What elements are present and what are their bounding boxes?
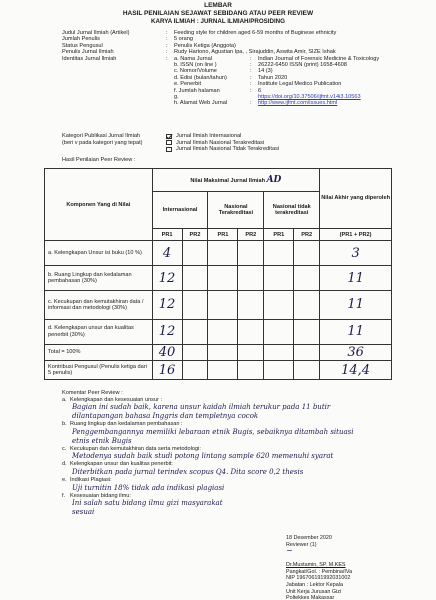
header-line-3: KARYA ILMIAH : JURNAL ILMIAH/PROSIDING bbox=[151, 18, 285, 25]
meta-identitas: Identitas Jurnal Ilmiah : a. Nama Jurnal : Indian Journal of Forensic Medicine & Toxicology b. ISSN (on line ) : 26222-6450 ISSN (print) 1658-4608 c. Nomor/Volume : 14 (3) d. Edisi (bulan/tahun) : Tahun 2020 e. Penerbit : Institute Legal Medico Publication f. Jumlah halaman : 6 g. https://doi.org/10.37506/ijfmt.v14i3.10563 h. Alamat Web Jurnal : http://www.ijfmt.com/issues.html bbox=[62, 56, 434, 107]
hasil-label: Hasil Penilaian Peer Review : bbox=[62, 157, 136, 163]
sign-reviewer: Reviewer (1) bbox=[286, 541, 317, 548]
kategori-option-internasional[interactable]: Jurnal Ilmiah Internasional bbox=[166, 133, 279, 140]
col-nilai-maks: Nilai Maksimal Jurnal Ilmiah AD bbox=[152, 169, 320, 192]
col-nilai-akhir: Nilai Akhir yang diperoleh bbox=[320, 169, 392, 229]
meta-value: Feeding style for children aged 6-59 months of Buginese ethnicity bbox=[174, 30, 337, 36]
handwritten-comment: sesuai bbox=[72, 508, 95, 517]
identitas-item: f. Jumlah halaman : 6 bbox=[174, 87, 262, 94]
table-row: b. Ruang Lingkup dan kedalaman pembahasan (30%) 12 11 bbox=[45, 266, 392, 291]
header-line-1: LEMBAR bbox=[204, 2, 232, 9]
meta-status: Status Pengusul : Penulis Ketiga (Anggota) bbox=[62, 43, 434, 49]
meta-label: Judul Jurnal Ilmiah (Artikel) bbox=[62, 30, 130, 36]
document-header bbox=[0, 2, 436, 26]
handwritten-comment: Uji turnitin 18% tidak ada indikasi plagiasi bbox=[72, 483, 225, 492]
col-internasional: Internasional bbox=[152, 191, 208, 228]
table-row: d. Kelengkapan unsur dan kualitas penerbit (30%) 12 11 bbox=[45, 319, 392, 344]
komentar-item: b. Ruang lingkup dan kedalaman pembahasan : Penggembangannya memiliki lebaraan etnik Bugis, sebaiknya ditambah situasi etnis etnik Bugis bbox=[62, 421, 354, 445]
komentar-item: e. Indikasi Plagiasi: Uji turnitin 18% tidak ada indikasi plagiasi bbox=[62, 476, 225, 492]
signature-block bbox=[286, 535, 436, 600]
reviewer-unit: Unit Kerja Jurusan Gizi bbox=[286, 588, 342, 595]
score-akhir: 14,4 bbox=[320, 361, 392, 380]
reviewer-inst: Poltekkes Makassar bbox=[286, 595, 335, 600]
kategori-publikasi bbox=[62, 133, 362, 153]
komentar-section bbox=[62, 390, 402, 517]
kategori-label: Kategori Publikasi Jurnal Ilmiah bbox=[62, 133, 141, 139]
score-pr1: 12 bbox=[152, 266, 182, 291]
identitas-item: b. ISSN (on line ) : 26222-6450 ISSN (print) 1658-4608 bbox=[174, 62, 347, 69]
kategori-option-nasional-tidak[interactable]: Jurnal Ilmiah Nasional Tidak Terakreditasi bbox=[166, 146, 279, 153]
score-akhir: 36 bbox=[320, 344, 392, 361]
col-nasional-terakreditasi: Nasional Terakreditasi bbox=[208, 191, 264, 228]
score-pr1: 4 bbox=[152, 241, 182, 266]
score-pr1: 12 bbox=[152, 319, 182, 344]
signature-icon: ~ bbox=[286, 546, 293, 556]
meta-value: Rudy Hartono, Agustian Ipa, , Sirajuddin, Aswita Amir, SIZE Ishak bbox=[174, 49, 336, 56]
score-pr1: 16 bbox=[152, 361, 182, 380]
handwritten-comment: Ini salah satu bidang ilmu gizi masyarakat bbox=[72, 499, 223, 508]
col-pr2: PR2 bbox=[238, 228, 264, 240]
header-line-2: HASIL PENILAIAN SEJAWAT SEBIDANG ATAU PEER REVIEW bbox=[122, 10, 314, 17]
col-nasional-tidak: Nasional tidak terakreditasi bbox=[264, 191, 320, 228]
score-akhir: 11 bbox=[320, 319, 392, 344]
meta-value: 5 orang bbox=[174, 36, 193, 43]
web-link[interactable]: h. Alamat Web Jurnal : http://www.ijfmt.com/issues.html bbox=[174, 100, 338, 107]
komentar-item: c. Kecukupan dan kemutakhiran data serta metodologi: Metodenya sudah baik studi potong lintang sample 620 memenuhi syarat bbox=[62, 445, 334, 461]
reviewer-jabatan: Jabatan : Lektor Kepala bbox=[286, 581, 343, 588]
komentar-item: d. Kelengkapan unsur dan kualitas penerbit: Diterbitkan pada jurnal terindex scopus Q4. Dita score 0,2 thesis bbox=[62, 461, 304, 476]
meta-label: Identitas Jurnal Ilmiah bbox=[62, 55, 117, 62]
doi-link[interactable]: g. https://doi.org/10.37506/ijfmt.v14i3.10563 bbox=[174, 94, 361, 101]
col-pr2: PR2 bbox=[182, 228, 208, 240]
meta-judul: Judul Jurnal Ilmiah (Artikel) : Feeding style for children aged 6-59 months of Buginese ethnicity bbox=[62, 30, 434, 36]
identitas-item: d. Edisi (bulan/tahun) : Tahun 2020 bbox=[174, 74, 288, 81]
sign-date: 18 Desember 2020 bbox=[286, 535, 332, 541]
handwritten-comment: Penggembangannya memiliki lebaraan etnik Bugis, sebaiknya ditambah situasi bbox=[72, 427, 354, 436]
identitas-item: e. Penerbit : Institute Legal Medico Publication bbox=[174, 81, 342, 88]
meta-label: Jumlah Penulis bbox=[62, 36, 100, 43]
handwritten-comment: dilantapangan bahasa Inggris dan templetnya cocok bbox=[72, 412, 259, 421]
handwritten-comment: Metodenya sudah baik studi potong lintang sample 620 memenuhi syarat bbox=[72, 452, 334, 461]
score-pr1: 12 bbox=[152, 291, 182, 320]
meta-jumlah: Jumlah Penulis : 5 orang bbox=[62, 36, 434, 42]
reviewer-nip: NIP 196706191992031002 bbox=[286, 575, 351, 582]
col-pr2: PR2 bbox=[294, 228, 320, 240]
col-pr1: PR1 bbox=[264, 228, 294, 240]
meta-value: Penulis Ketiga (Anggota) bbox=[174, 42, 236, 49]
table-row-kontribusi: Kontribusi Pengusul (Penulis ketiga dari 5 penulis) 16 14,4 bbox=[45, 361, 392, 380]
table-row: c. Kecukupan dan kemutakhiran data / informasi dan metodologi (30%) 12 11 bbox=[45, 291, 392, 320]
col-komponen: Komponen Yang di Nilai bbox=[45, 169, 153, 241]
score-akhir: 11 bbox=[320, 291, 392, 320]
col-pr-sum: (PR1 + PR2) bbox=[320, 228, 392, 240]
handwritten-comment: Bagian ini sudah baik, karena unsur kaidah ilmiah terukur pada 11 butir bbox=[72, 403, 331, 412]
score-pr1: 40 bbox=[152, 344, 182, 361]
komentar-item: f. Kesesuaian bidang ilmu: Ini salah satu bidang ilmu gizi masyarakat sesuai bbox=[62, 492, 223, 517]
checkbox-checked-icon[interactable] bbox=[166, 134, 172, 139]
handwritten-comment: etnis etnik Bugis bbox=[72, 436, 132, 445]
reviewer-name: Dr.Mustamin, SP. M.KES bbox=[286, 562, 346, 569]
reviewer-pangkat: Pangkat/Gol. : Pembina/IVa bbox=[286, 568, 353, 575]
identitas-item: a. Nama Jurnal : Indian Journal of Forensic Medicine & Toxicology bbox=[174, 55, 380, 62]
handwritten-comment: Diterbitkan pada jurnal terindex scopus Q4. Dita score 0,2 thesis bbox=[72, 467, 304, 476]
komentar-title: Komentar Peer Review : bbox=[62, 390, 123, 396]
table-row-total: Total = 100% 40 36 bbox=[45, 344, 392, 361]
meta-label: Penulis Jurnal Ilmiah bbox=[62, 49, 114, 56]
identitas-item: c. Nomor/Volume : 14 (3) bbox=[174, 68, 273, 75]
col-pr1: PR1 bbox=[208, 228, 238, 240]
checkbox-icon[interactable] bbox=[166, 140, 172, 145]
score-akhir: 3 bbox=[320, 241, 392, 266]
score-akhir: 11 bbox=[320, 266, 392, 291]
meta-label: Status Pengusul bbox=[62, 42, 103, 49]
journal-metadata bbox=[62, 30, 434, 107]
meta-penulis: Penulis Jurnal Ilmiah : Rudy Hartono, Agustian Ipa, , Sirajuddin, Aswita Amir, SIZE Ishak bbox=[62, 49, 434, 55]
col-pr1: PR1 bbox=[152, 228, 182, 240]
table-row: a. Kelengkapan Unsur isi buku (10 %) 4 3 bbox=[45, 241, 392, 266]
kategori-option-nasional-terakreditasi[interactable]: Jurnal Ilmiah Nasional Terakreditasi bbox=[166, 140, 279, 147]
handwritten-note: AD bbox=[266, 174, 282, 185]
komentar-item: a. Kelengkapan dan kesesuaian unsur : Bagian ini sudah baik, karena unsur kaidah ilmiah terukur pada 11 butir dilantapangan bahasa Inggris dan templetnya cocok bbox=[62, 396, 331, 421]
checkbox-icon[interactable] bbox=[166, 147, 172, 152]
kategori-hint: (beri v pada kategori yang tepat) bbox=[62, 139, 143, 146]
score-table bbox=[44, 168, 392, 380]
